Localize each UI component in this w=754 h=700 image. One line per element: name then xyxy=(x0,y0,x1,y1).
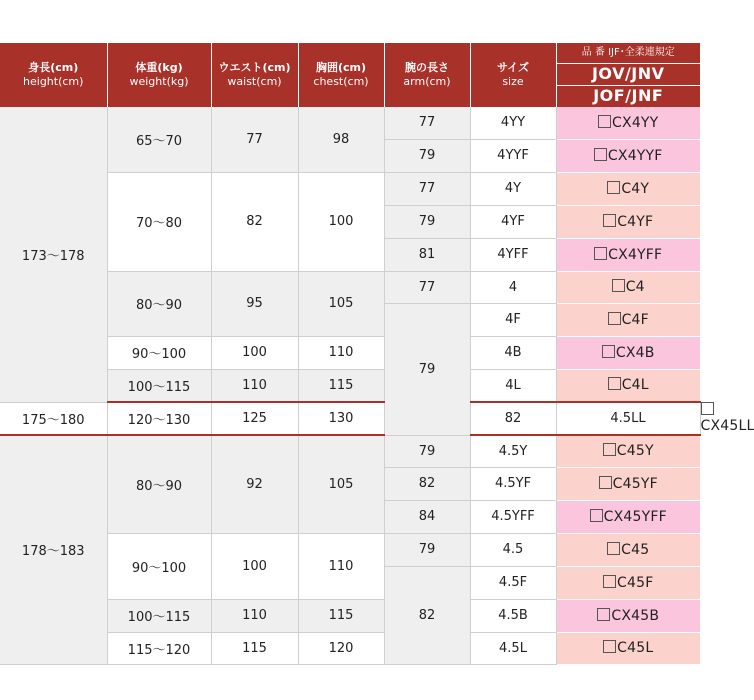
height-cell: 178～183 xyxy=(0,435,107,664)
weight-column-header: 体重(kg) weight(kg) xyxy=(107,43,211,107)
size-cell: 4.5Y xyxy=(470,435,556,467)
size-cell: 4B xyxy=(470,336,556,369)
checkbox-icon xyxy=(594,247,607,260)
arm-cell: 79 xyxy=(384,139,470,172)
checkbox-icon xyxy=(598,115,611,128)
checkbox-icon xyxy=(599,476,612,489)
size-cell: 4 xyxy=(470,271,556,303)
size-cell: 4YFF xyxy=(470,238,556,271)
size-cell: 4F xyxy=(470,303,556,336)
arm-cell: 79 xyxy=(384,205,470,238)
size-cell: 4.5LL xyxy=(556,402,700,435)
arm-cell: 82 xyxy=(384,467,470,500)
chest-cell: 115 xyxy=(298,599,384,632)
product-number-cell: C4F xyxy=(556,303,700,336)
waist-cell: 110 xyxy=(211,599,298,632)
product-number-cell: C45 xyxy=(556,533,700,566)
chest-cell: 115 xyxy=(298,369,384,402)
weight-cell: 80～90 xyxy=(107,271,211,336)
size-cell: 4YF xyxy=(470,205,556,238)
weight-cell: 65～70 xyxy=(107,107,211,172)
size-column-header: サイズ size xyxy=(470,43,556,107)
height-cell: 173～178 xyxy=(0,107,107,402)
weight-cell: 100～115 xyxy=(107,599,211,632)
product-number-cell: CX4YY xyxy=(556,107,700,139)
weight-cell: 120～130 xyxy=(107,402,211,435)
checkbox-icon xyxy=(594,148,607,161)
product-number-cell: C4YF xyxy=(556,205,700,238)
waist-cell: 82 xyxy=(211,172,298,271)
checkbox-icon xyxy=(597,608,610,621)
product-number-cell: CX4YFF xyxy=(556,238,700,271)
waist-cell: 115 xyxy=(211,632,298,664)
checkbox-icon xyxy=(607,542,620,555)
height-column-header: 身長(cm) height(cm) xyxy=(0,43,107,107)
checkbox-icon xyxy=(590,509,603,522)
arm-cell: 77 xyxy=(384,172,470,205)
arm-cell: 79 xyxy=(384,303,470,435)
chest-cell: 98 xyxy=(298,107,384,172)
size-cell: 4.5 xyxy=(470,533,556,566)
product-number-cell: C45L xyxy=(556,632,700,664)
chest-cell: 105 xyxy=(298,271,384,336)
size-cell: 4.5B xyxy=(470,599,556,632)
height-cell: 175～180 xyxy=(0,402,107,435)
chest-cell: 120 xyxy=(298,632,384,664)
checkbox-icon xyxy=(602,345,615,358)
weight-cell: 115～120 xyxy=(107,632,211,664)
product-number-cell: CX45YFF xyxy=(556,500,700,533)
weight-cell: 70～80 xyxy=(107,172,211,271)
arm-cell: 79 xyxy=(384,435,470,467)
product-number-cell: C4 xyxy=(556,271,700,303)
waist-column-header: ウエスト(cm) waist(cm) xyxy=(211,43,298,107)
product-number-cell: CX4YYF xyxy=(556,139,700,172)
checkbox-icon xyxy=(603,214,616,227)
size-cell: 4.5F xyxy=(470,566,556,599)
chest-cell: 105 xyxy=(298,435,384,533)
weight-cell: 100～115 xyxy=(107,369,211,402)
weight-cell: 90～100 xyxy=(107,336,211,369)
checkbox-icon xyxy=(603,443,616,456)
waist-cell: 95 xyxy=(211,271,298,336)
waist-cell: 100 xyxy=(211,336,298,369)
weight-cell: 80～90 xyxy=(107,435,211,533)
chest-cell: 100 xyxy=(298,172,384,271)
size-cell: 4L xyxy=(470,369,556,402)
chest-column-header: 胸囲(cm) chest(cm) xyxy=(298,43,384,107)
product-number-cell: C4Y xyxy=(556,172,700,205)
arm-cell: 82 xyxy=(470,402,556,435)
checkbox-icon xyxy=(603,575,616,588)
size-chart-table: 身長(cm) height(cm) 体重(kg) weight(kg) ウエスト(cm) waist(cm) 胸囲(cm) chest(cm) 腕の長さ arm(cm) サイズ size 品 番 IJF･全柔連規定 JOV/JNV JOF/JNF 173～178 65～70 77 98 77 4YY CX4YY 79 4YYF CX4YYF 70～80 82 100 77 4Y C4Y 79 4YF C4YF 81 4YFF CX4YFF 80～90 95 105 77 4 C4 79 4F C4F 90～100 100 110 4B CX4B 100～115 110 115 4L C4L 175～180 120～130 125 130 82 4.5LL CX45LL 178～183 80～90 92 105 79 4.5Y C45Y 82 4.5YF C45YF 84 4.5YFF CX45YFF 90～100 100 110 79 4.5 C45 82 4.5F C45F 100～115 110 115 4.5B CX45B 115～120 115 120 4.5L C45L xyxy=(0,43,700,665)
model-jof-jnf-header: JOF/JNF xyxy=(556,85,700,107)
size-cell: 4.5YF xyxy=(470,467,556,500)
checkbox-icon xyxy=(608,312,621,325)
checkbox-icon xyxy=(603,640,616,653)
checkbox-icon xyxy=(701,402,714,415)
arm-cell: 79 xyxy=(384,533,470,566)
checkbox-icon xyxy=(608,377,621,390)
arm-cell: 84 xyxy=(384,500,470,533)
product-number-cell: CX4B xyxy=(556,336,700,369)
size-cell: 4YY xyxy=(470,107,556,139)
size-cell: 4.5L xyxy=(470,632,556,664)
arm-cell: 82 xyxy=(384,566,470,664)
size-cell: 4Y xyxy=(470,172,556,205)
product-number-cell: C4L xyxy=(556,369,700,402)
checkbox-icon xyxy=(607,181,620,194)
product-number-cell: C45YF xyxy=(556,467,700,500)
waist-cell: 92 xyxy=(211,435,298,533)
waist-cell: 100 xyxy=(211,533,298,599)
weight-cell: 90～100 xyxy=(107,533,211,599)
size-cell: 4YYF xyxy=(470,139,556,172)
model-jov-jnv-header: JOV/JNV xyxy=(556,63,700,85)
product-number-header: 品 番 IJF･全柔連規定 xyxy=(556,43,700,63)
chest-cell: 110 xyxy=(298,336,384,369)
checkbox-icon xyxy=(612,279,625,292)
waist-cell: 125 xyxy=(211,402,298,435)
product-number-cell: CX45B xyxy=(556,599,700,632)
size-cell: 4.5YFF xyxy=(470,500,556,533)
product-number-cell: C45Y xyxy=(556,435,700,467)
chest-cell: 130 xyxy=(298,402,384,435)
arm-length-column-header: 腕の長さ arm(cm) xyxy=(384,43,470,107)
product-number-cell: C45F xyxy=(556,566,700,599)
arm-cell: 77 xyxy=(384,271,470,303)
arm-cell: 81 xyxy=(384,238,470,271)
waist-cell: 110 xyxy=(211,369,298,402)
chest-cell: 110 xyxy=(298,533,384,599)
waist-cell: 77 xyxy=(211,107,298,172)
arm-cell: 77 xyxy=(384,107,470,139)
